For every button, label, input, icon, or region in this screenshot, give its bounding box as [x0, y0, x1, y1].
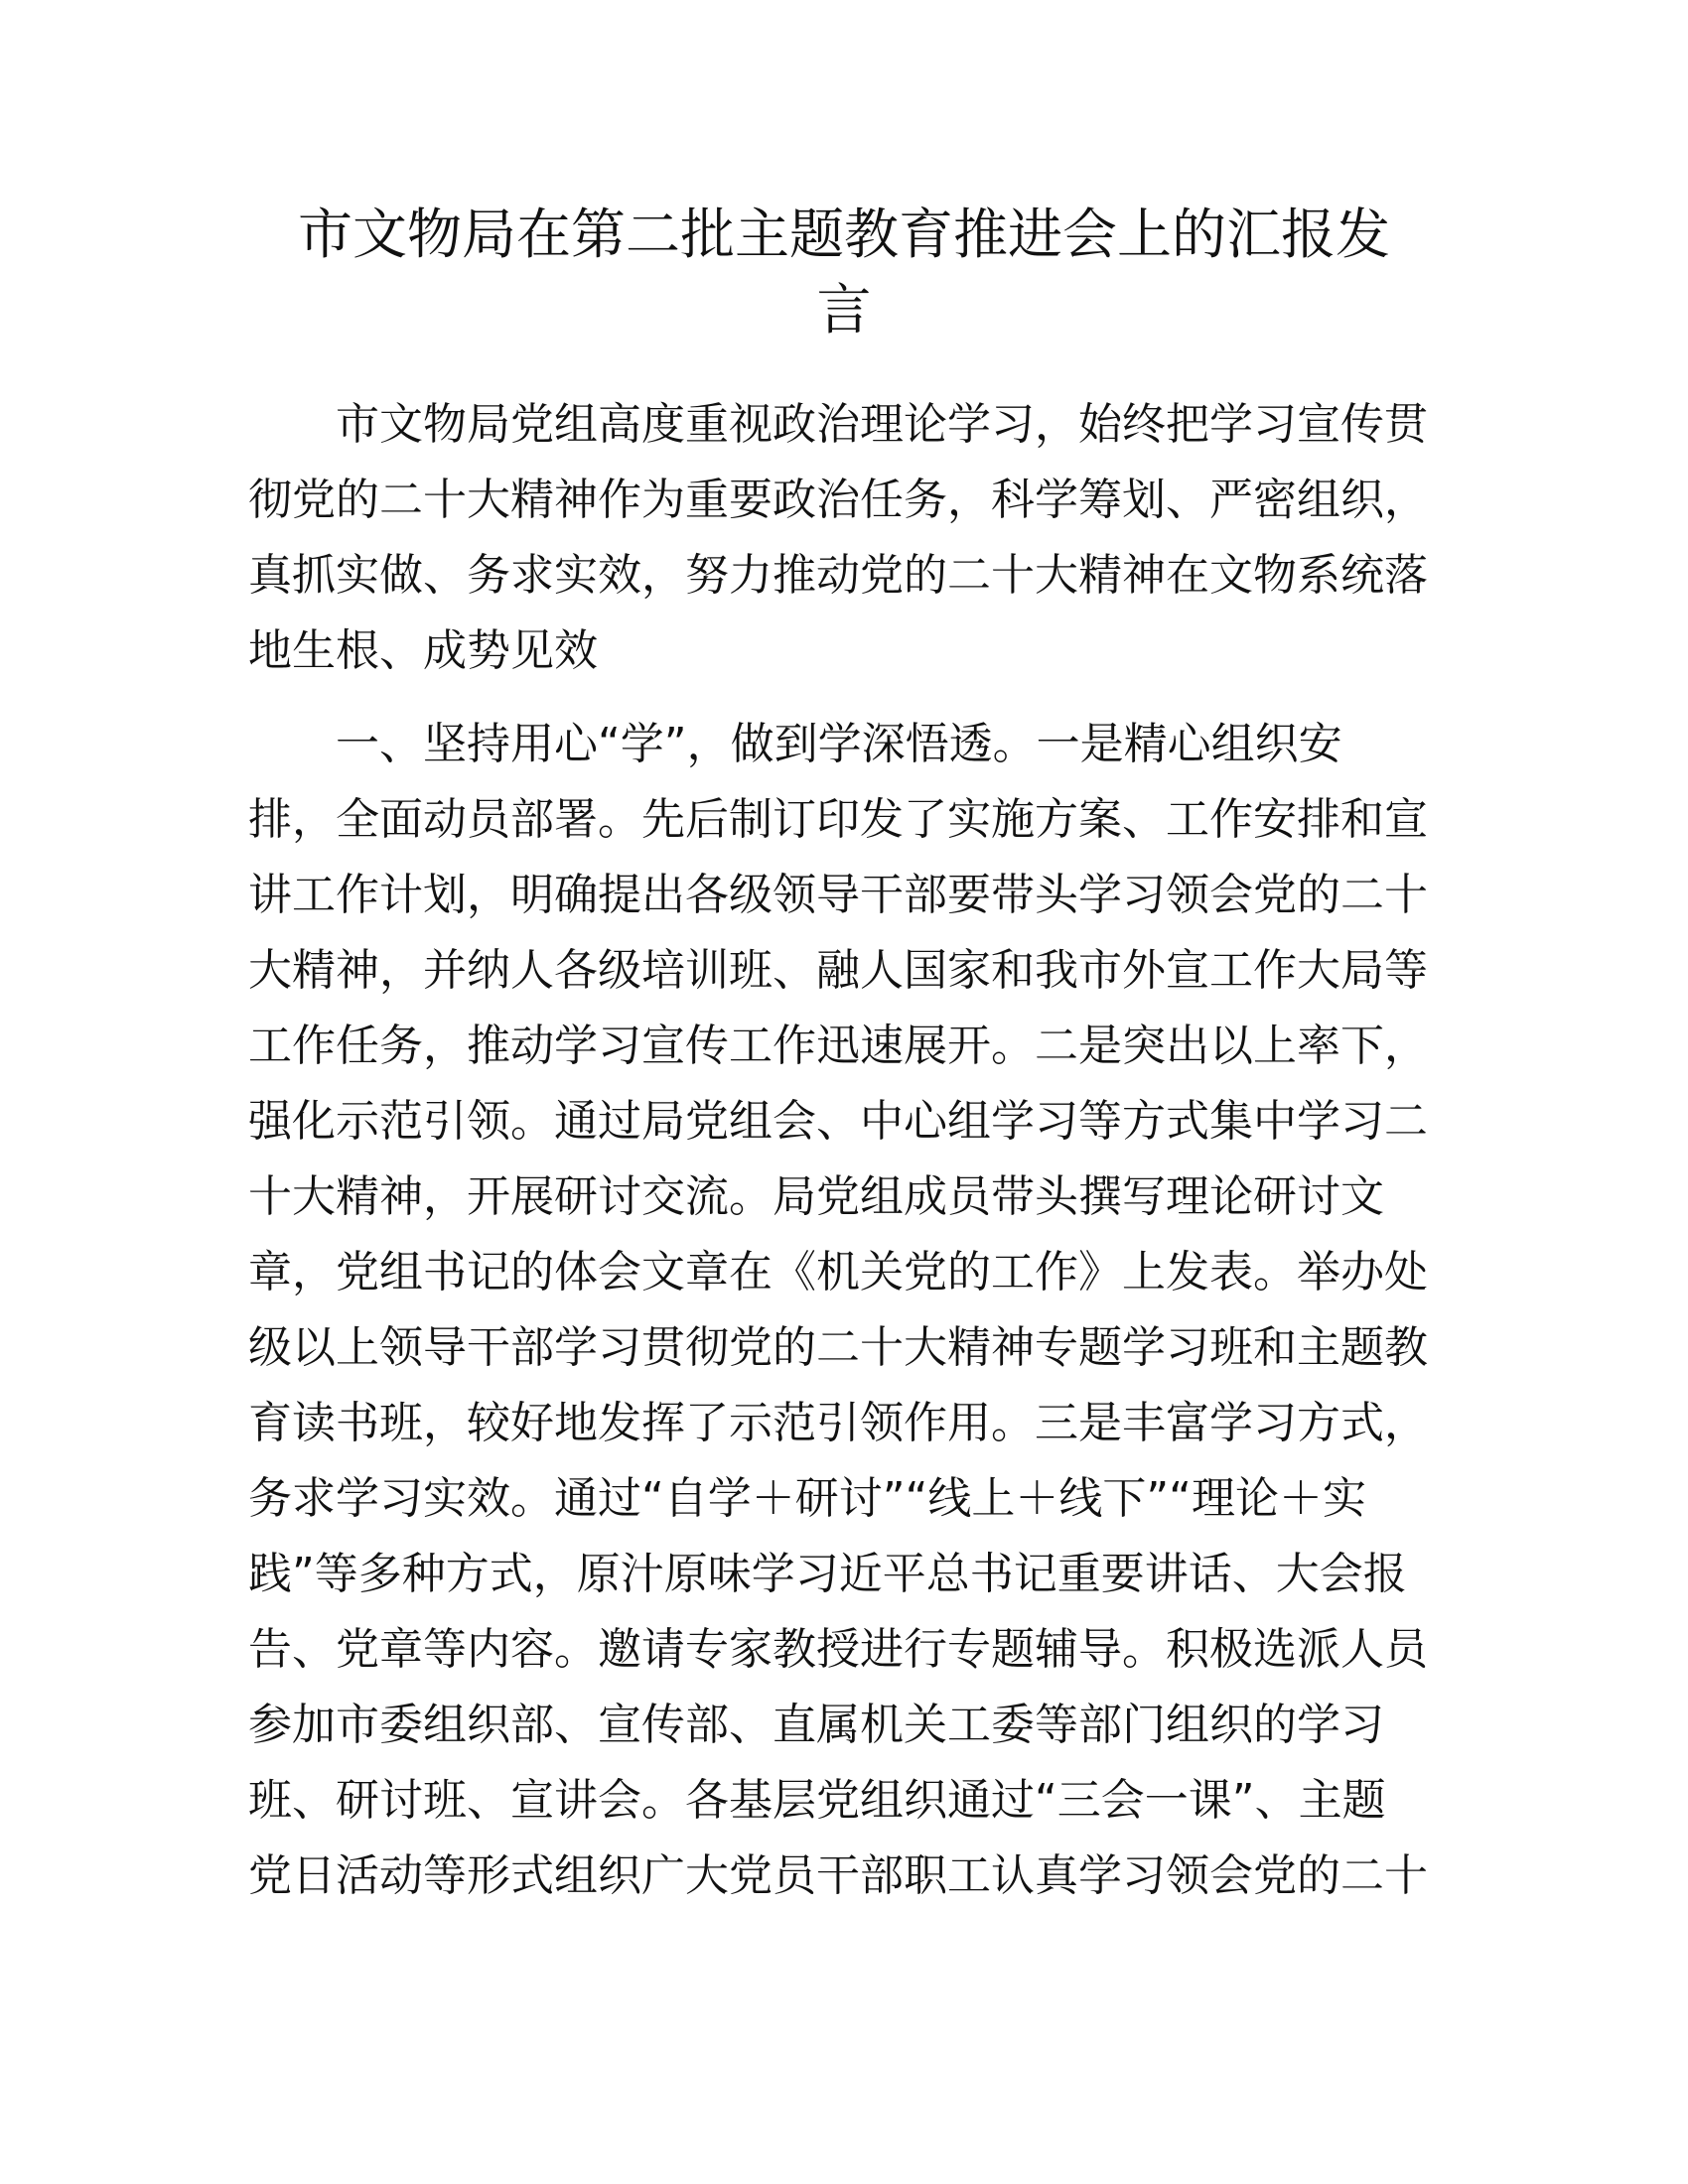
text-line: 彻党的二十大精神作为重要政治任务，科学筹划、严密组织，: [248, 475, 1428, 525]
text-line: 十大精神，开展研讨交流。局党组成员带头撰写理论研讨文: [248, 1171, 1384, 1222]
text-line: 地生根、成势见效: [248, 625, 598, 676]
text-line: 真抓实做、务求实效，努力推动党的二十大精神在文物系统落: [248, 550, 1428, 601]
text-line: 排，全面动员部署。先后制订印发了实施方案、工作安排和宣: [248, 794, 1428, 845]
text-line: 强化示范引领。通过局党组会、中心组学习等方式集中学习二: [248, 1096, 1428, 1147]
paragraph-section-one: [248, 707, 1440, 1914]
text-line: 班、研讨班、宣讲会。各基层党组织通过“三会一课”、主题: [248, 1775, 1386, 1826]
title-line: 市文物局在第二批主题教育推进会上的汇报发: [297, 203, 1390, 266]
text-line: 级以上领导干部学习贯彻党的二十大精神专题学习班和主题教: [248, 1322, 1428, 1373]
text-line: 市文物局党组高度重视政治理论学习，始终把学习宣传贯: [336, 399, 1428, 450]
paragraph-intro: [248, 387, 1440, 689]
text-line: 工作任务，推动学习宣传工作迅速展开。二是突出以上率下，: [248, 1021, 1428, 1071]
text-line: 践”等多种方式，原汁原味学习近平总书记重要讲话、大会报: [248, 1549, 1407, 1599]
text-line: 讲工作计划，明确提出各级领导干部要带头学习领会党的二十: [248, 870, 1428, 920]
text-line: 大精神，并纳人各级培训班、融人国家和我市外宣工作大局等: [248, 945, 1428, 996]
text-line: 参加市委组织部、宣传部、直属机关工委等部门组织的学习: [248, 1700, 1384, 1750]
text-line: 务求学习实效。通过“自学＋研讨”“线上＋线下”“理论＋实: [248, 1473, 1366, 1524]
text-line: 党日活动等形式组织广大党员干部职工认真学习领会党的二十: [248, 1850, 1428, 1901]
text-line: 告、党章等内容。邀请专家教授进行专题辅导。积极选派人员: [248, 1624, 1428, 1675]
document-title: [248, 197, 1440, 347]
text-line: 一、坚持用心“学”，做到学深悟透。一是精心组织安: [336, 719, 1342, 769]
title-line: 言: [816, 278, 872, 341]
text-line: 育读书班，较好地发挥了示范引领作用。三是丰富学习方式，: [248, 1398, 1428, 1448]
text-line: 章，党组书记的体会文章在《机关党的工作》上发表。举办处: [248, 1247, 1428, 1297]
